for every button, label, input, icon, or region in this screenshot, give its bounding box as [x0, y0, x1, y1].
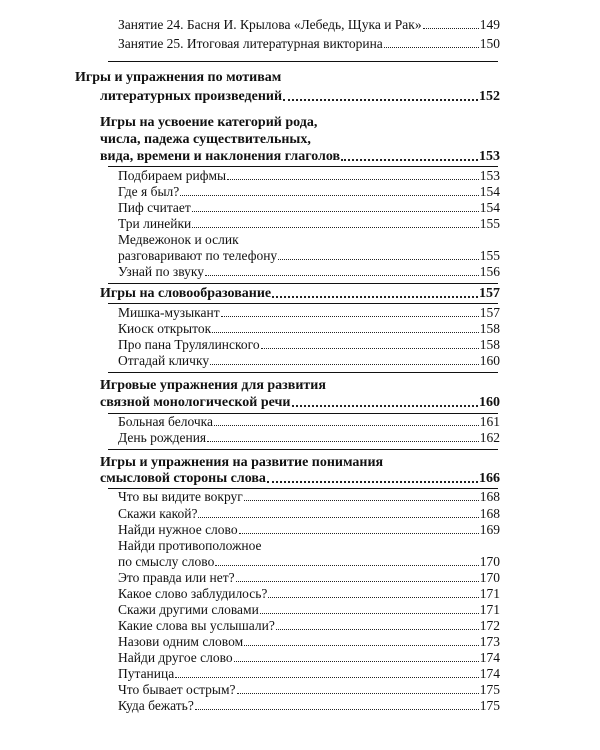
entry-page: 174	[479, 666, 500, 681]
section-title: смысловой стороны слова	[100, 471, 266, 486]
entry-title: Узнай по звуку	[118, 264, 204, 279]
entry-title: Киоск открыток	[118, 321, 212, 336]
toc-entry[interactable]	[118, 337, 500, 353]
toc-entry[interactable]	[118, 36, 500, 52]
entry-page: 156	[479, 264, 500, 279]
entry-page: 171	[479, 602, 500, 617]
toc-section-entry[interactable]	[100, 88, 500, 105]
entry-page: 169	[479, 522, 500, 537]
toc-section-entry[interactable]	[100, 148, 500, 165]
entry-title: Что бывает острым?	[118, 682, 236, 697]
section-title-line: числа, падежа существительных,	[100, 132, 311, 147]
entry-page: 175	[479, 682, 500, 697]
entry-page: 170	[479, 554, 500, 569]
toc-entry[interactable]	[118, 650, 500, 666]
dot-leader	[239, 533, 479, 534]
entry-title: Найди другое слово	[118, 650, 233, 665]
entry-title-line: Найди противоположное	[118, 538, 262, 553]
entry-title: Отгадай кличку	[118, 353, 210, 368]
dot-leader	[195, 709, 479, 710]
dot-leader	[261, 348, 479, 349]
dot-leader	[278, 259, 479, 260]
section-title-line: Игровые упражнения для развития	[100, 378, 326, 393]
toc-section-entry[interactable]	[100, 285, 500, 302]
section-page: 153	[479, 149, 500, 164]
toc-entry[interactable]	[118, 321, 500, 337]
entry-page: 171	[479, 586, 500, 601]
entry-title-line: Медвежонок и ослик	[118, 232, 239, 247]
toc-entry[interactable]	[118, 305, 500, 321]
dot-leader	[244, 500, 479, 501]
dot-leader	[292, 405, 479, 407]
divider-line	[108, 61, 498, 62]
entry-title: Подбираем рифмы	[118, 168, 227, 183]
dot-leader	[221, 316, 479, 317]
entry-page: 153	[479, 168, 500, 183]
dot-leader	[236, 581, 479, 582]
entry-page: 150	[479, 36, 500, 51]
entry-title: Какие слова вы услышали?	[118, 618, 275, 633]
dot-leader	[198, 517, 478, 518]
dot-leader	[244, 645, 479, 646]
dot-leader	[215, 565, 478, 566]
toc-entry[interactable]	[118, 522, 500, 538]
entry-page: 155	[479, 248, 500, 263]
section-page: 152	[479, 89, 500, 104]
entry-page: 162	[479, 430, 500, 445]
entry-page: 154	[479, 184, 500, 199]
entry-page: 160	[479, 353, 500, 368]
toc-entry[interactable]	[118, 666, 500, 682]
toc-entry[interactable]	[118, 602, 500, 618]
entry-title: Что вы видите вокруг	[118, 489, 243, 504]
entry-page: 161	[479, 414, 500, 429]
entry-title: Больная белочка	[118, 414, 213, 429]
divider-line	[108, 283, 498, 284]
entry-title: Три линейки	[118, 216, 192, 231]
toc-section-entry[interactable]	[100, 470, 500, 487]
entry-title: Найди нужное слово	[118, 522, 238, 537]
toc-entry[interactable]	[118, 264, 500, 280]
section-page: 157	[479, 286, 500, 301]
section-page: 160	[479, 395, 500, 410]
entry-page: 172	[479, 618, 500, 633]
entry-page: 157	[479, 305, 500, 320]
entry-page: 158	[479, 337, 500, 352]
dot-leader	[192, 211, 479, 212]
entry-page: 173	[479, 634, 500, 649]
dot-leader	[237, 693, 479, 694]
dot-leader	[175, 677, 479, 678]
toc-entry[interactable]	[118, 682, 500, 698]
dot-leader	[268, 597, 478, 598]
dot-leader	[276, 629, 479, 630]
toc-entry[interactable]	[118, 430, 500, 446]
dot-leader	[272, 296, 478, 298]
entry-title: Какое слово заблудилось?	[118, 586, 268, 601]
entry-title: Про пана Трулялинского	[118, 337, 260, 352]
toc-entry[interactable]	[118, 698, 500, 714]
toc-entry[interactable]	[118, 17, 500, 33]
entry-title: Где я был?	[118, 184, 180, 199]
toc-entry[interactable]	[118, 570, 500, 586]
dot-leader	[341, 159, 478, 161]
entry-page: 174	[479, 650, 500, 665]
entry-title: Скажи какой?	[118, 506, 198, 521]
entry-title: Занятие 24. Басня И. Крылова «Лебедь, Щука и Рак»	[118, 17, 422, 32]
entry-title: Мишка-музыкант	[118, 305, 220, 320]
section-title: Игры на словообразование	[100, 286, 272, 301]
dot-leader	[283, 99, 478, 101]
dot-leader	[267, 481, 478, 483]
entry-title: Путаница	[118, 666, 175, 681]
dot-leader	[214, 425, 479, 426]
entry-title: по смыслу слово	[118, 554, 215, 569]
entry-page: 155	[479, 216, 500, 231]
toc-entry[interactable]	[118, 248, 500, 264]
toc-entry[interactable]	[118, 554, 500, 570]
toc-entry[interactable]	[118, 168, 500, 184]
dot-leader	[207, 441, 479, 442]
section-title: связной монологической речи	[100, 395, 291, 410]
entry-page: 175	[479, 698, 500, 713]
dot-leader	[234, 661, 479, 662]
entry-title: Назови одним словом	[118, 634, 244, 649]
entry-page: 158	[479, 321, 500, 336]
dot-leader	[205, 275, 479, 276]
toc-entry[interactable]	[118, 618, 500, 634]
toc-entry[interactable]	[118, 216, 500, 232]
toc-entry[interactable]	[118, 489, 500, 505]
dot-leader	[384, 47, 479, 48]
entry-title: День рождения	[118, 430, 207, 445]
entry-title: разговаривают по телефону	[118, 248, 278, 263]
dot-leader	[192, 227, 478, 228]
section-title: вида, времени и наклонения глаголов	[100, 149, 341, 164]
entry-title: Это правда или нет?	[118, 570, 235, 585]
section-title-line: Игры и упражнения на развитие понимания	[100, 455, 384, 470]
toc-entry[interactable]	[118, 353, 500, 369]
divider-line	[108, 303, 498, 304]
dot-leader	[210, 364, 479, 365]
dot-leader	[227, 179, 479, 180]
entry-page: 168	[479, 506, 500, 521]
entry-page: 149	[479, 17, 500, 32]
section-title-line: Игры на усвоение категорий рода,	[100, 115, 318, 130]
divider-line	[108, 449, 498, 450]
toc-entry[interactable]	[118, 506, 500, 522]
dot-leader	[180, 195, 478, 196]
dot-leader	[260, 613, 479, 614]
entry-page: 168	[479, 489, 500, 504]
toc-entry[interactable]	[118, 200, 500, 216]
divider-line	[108, 166, 498, 167]
toc-entry[interactable]	[118, 184, 500, 200]
section-title: литературных произведений	[100, 89, 283, 104]
section-page: 166	[479, 471, 500, 486]
toc-entry[interactable]	[118, 414, 500, 430]
toc-entry[interactable]	[118, 634, 500, 650]
entry-title: Куда бежать?	[118, 698, 194, 713]
dot-leader	[212, 332, 479, 333]
entry-page: 154	[479, 200, 500, 215]
entry-page: 170	[479, 570, 500, 585]
toc-entry[interactable]	[118, 586, 500, 602]
toc-section-entry[interactable]	[100, 394, 500, 411]
entry-title: Скажи другими словами	[118, 602, 259, 617]
section-title-line: Игры и упражнения по мотивам	[75, 70, 282, 85]
divider-line	[108, 372, 498, 373]
entry-title: Занятие 25. Итоговая литературная викторина	[118, 36, 383, 51]
entry-title: Пиф считает	[118, 200, 191, 215]
dot-leader	[423, 28, 479, 29]
